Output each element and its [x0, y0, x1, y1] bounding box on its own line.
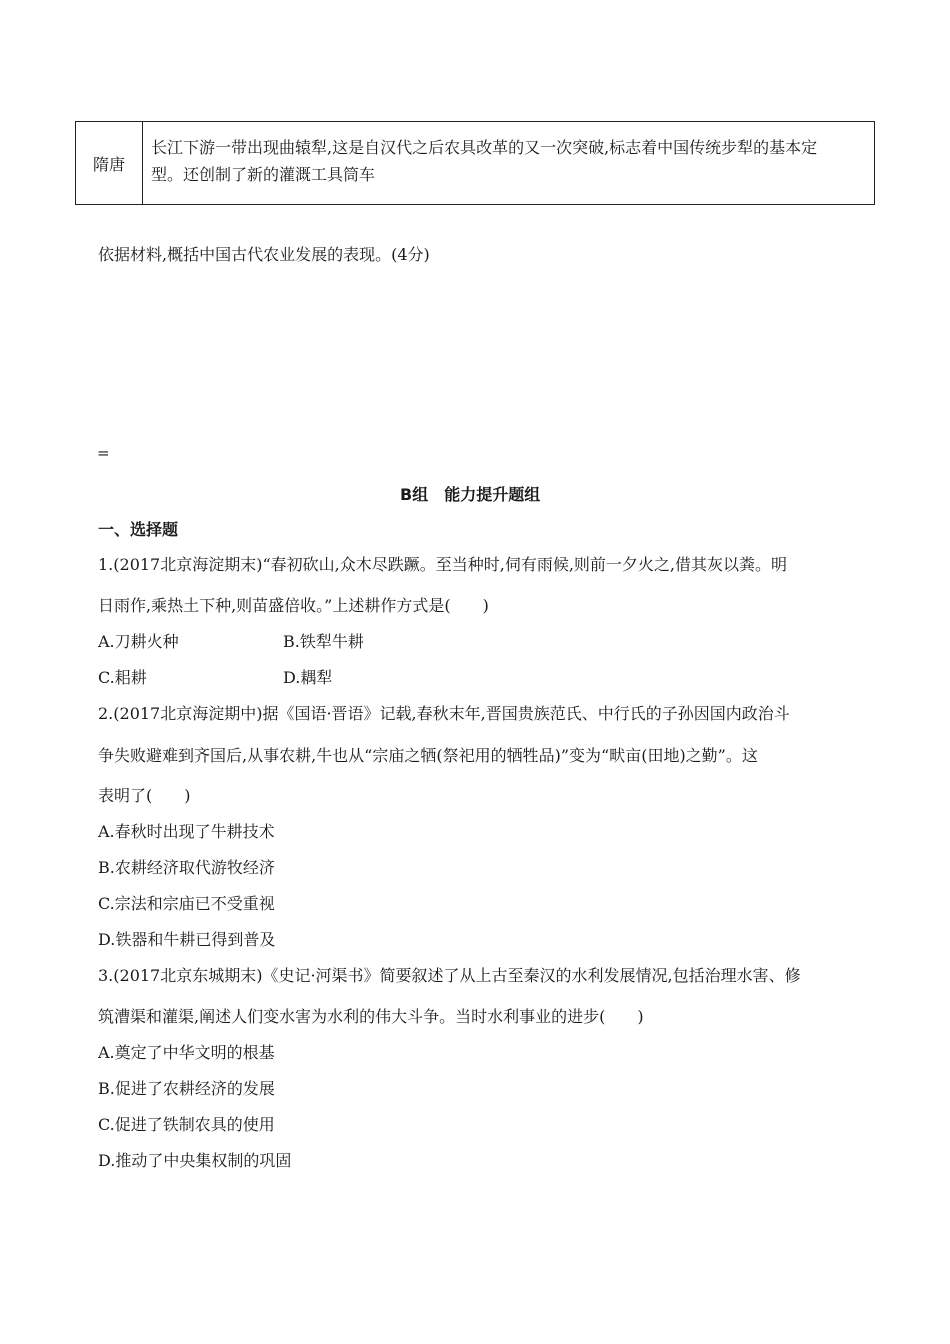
question-3-option-d: D.推动了中央集权制的巩固 — [98, 1151, 292, 1170]
question-2-option-b: B.农耕经济取代游牧经济 — [98, 858, 275, 877]
question-3-option-a: A.奠定了中华文明的根基 — [98, 1043, 275, 1062]
group-title: B组 能力提升题组 — [400, 485, 541, 504]
question-prompt: 依据材料,概括中国古代农业发展的表现。(4分) — [98, 245, 430, 264]
question-3-line-2: 筑漕渠和灌渠,阐述人们变水害为水利的伟大斗争。当时水利事业的进步( ) — [98, 1007, 644, 1026]
description-line-2: 型。还创制了新的灌溉工具筒车 — [151, 165, 376, 184]
era-cell: 隋唐 — [76, 122, 143, 205]
question-2-option-a: A.春秋时出现了牛耕技术 — [98, 822, 275, 841]
section-title: 一、选择题 — [98, 520, 179, 539]
question-1-option-d: D.耦犁 — [283, 668, 333, 687]
material-table — [75, 121, 875, 205]
question-2-line-2: 争失败避难到齐国后,从事农耕,牛也从“宗庙之牺(祭祀用的牺牲品)”变为“畎亩(田地)之勤”。这 — [98, 746, 758, 765]
table-row — [76, 122, 875, 205]
question-1-line-1: 1.(2017北京海淀期末)“春初砍山,众木尽跌蹶。至当种时,伺有雨候,则前一夕火之,借其灰以粪。明 — [98, 555, 787, 574]
separator-marker: = — [97, 444, 110, 462]
question-2-option-c: C.宗法和宗庙已不受重视 — [98, 894, 275, 913]
question-2-line-1: 2.(2017北京海淀期中)据《国语·晋语》记载,春秋末年,晋国贵族范氏、中行氏的子孙因国内政治斗 — [98, 704, 790, 723]
question-2-line-3: 表明了( ) — [98, 786, 191, 805]
question-2-option-d: D.铁器和牛耕已得到普及 — [98, 930, 276, 949]
question-3-option-c: C.促进了铁制农具的使用 — [98, 1115, 275, 1134]
question-1-line-2: 日雨作,乘热土下种,则苗盛倍收。”上述耕作方式是( ) — [98, 596, 489, 615]
question-1-option-c: C.耜耕 — [98, 668, 147, 687]
description-cell — [143, 122, 875, 205]
question-1-option-b: B.铁犁牛耕 — [283, 632, 364, 651]
question-3-option-b: B.促进了农耕经济的发展 — [98, 1079, 275, 1098]
question-3-line-1: 3.(2017北京东城期末)《史记·河渠书》简要叙述了从上古至秦汉的水利发展情况,包括治理水害、修 — [98, 966, 801, 985]
question-1-option-a: A.刀耕火种 — [98, 632, 179, 651]
description-line-1: 长江下游一带出现曲辕犁,这是自汉代之后农具改革的又一次突破,标志着中国传统步犁的基本定 — [151, 138, 818, 157]
